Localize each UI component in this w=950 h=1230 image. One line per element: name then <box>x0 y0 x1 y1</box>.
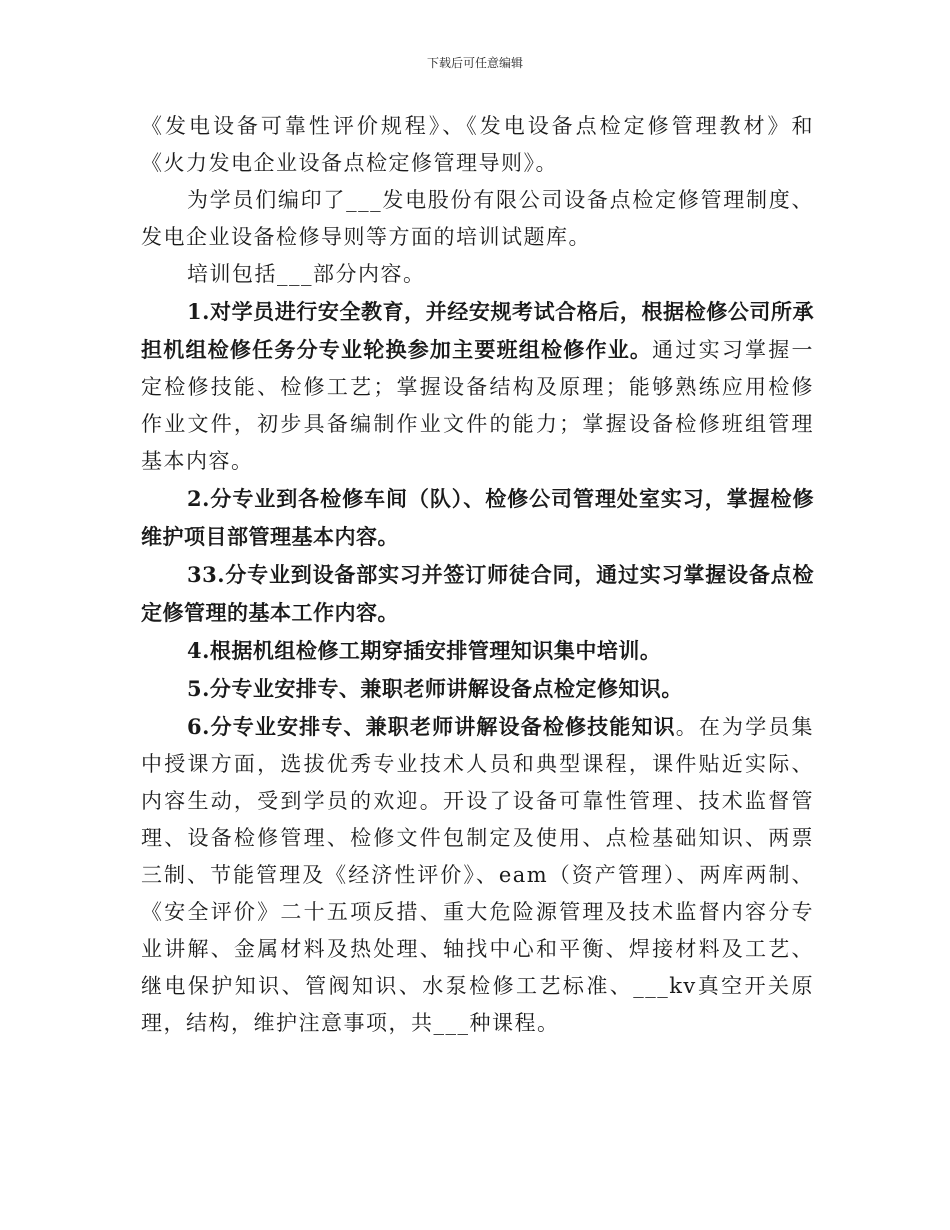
item-6-heading: 6.分专业安排专、兼职老师讲解设备检修技能知识 <box>187 714 676 739</box>
item-2-heading: 2.分专业到各检修车间（队）、检修公司管理处室实习，掌握检修维护项目部管理基本内容。 <box>141 486 814 549</box>
paragraph-training-parts: 培训包括___部分内容。 <box>187 262 426 286</box>
paragraph-item-3 <box>141 556 814 632</box>
paragraph-item-6 <box>141 708 814 1042</box>
page-header: 下载后可任意编辑 <box>426 56 523 70</box>
document-body <box>141 108 814 1042</box>
paragraph-item-1 <box>141 293 814 480</box>
item-1-heading: 1.对学员进行安全教育，并经安规考试合格后，根据检修公司所承担机组检修任务分专业轮换参加主要班组检修作业。 <box>141 299 814 362</box>
paragraph-item-2 <box>141 480 814 556</box>
paragraph-question-bank: 为学员们编印了___发电股份有限公司设备点检定修管理制度、发电企业设备检修导则等方面的培训试题库。 <box>141 188 814 249</box>
item-5-heading: 5.分专业安排专、兼职老师讲解设备点检定修知识。 <box>187 676 683 701</box>
paragraph-item-5 <box>141 670 814 708</box>
paragraph-references: 《发电设备可靠性评价规程》、《发电设备点检定修管理教材》和《火力发电企业设备点检定修管理导则》。 <box>141 114 814 175</box>
paragraph-item-4 <box>141 632 814 670</box>
item-1-detail: 通过实习掌握一定检修技能、检修工艺；掌握设备结构及原理；能够熟练应用检修作业文件，初步具备编制作业文件的能力；掌握设备检修班组管理基本内容。 <box>141 338 815 473</box>
item-6-detail: 。在为学员集中授课方面，选拔优秀专业技术人员和典型课程，课件贴近实际、内容生动，受到学员的欢迎。开设了设备可靠性管理、技术监督管理、设备检修管理、检修文件包制定及使用、点检基础知识、两票三制、节能管理及《经济性评价》、eam（资产管理）、两库两制、《安全评价》二十五项反措、重大危险源管理及技术监督内容分专业讲解、金属材料及热处理、轴找中心和平衡、焊接材料及工艺、继电保护知识、管阀知识、水泵检修工艺标准、___kv真空开关原理，结构，维护注意事项，共___种课程。 <box>141 715 815 1035</box>
item-4-heading: 4.根据机组检修工期穿插安排管理知识集中培训。 <box>187 638 662 663</box>
item-3-heading: 33.分专业到设备部实习并签订师徒合同，通过实习掌握设备点检定修管理的基本工作内容。 <box>141 562 814 625</box>
